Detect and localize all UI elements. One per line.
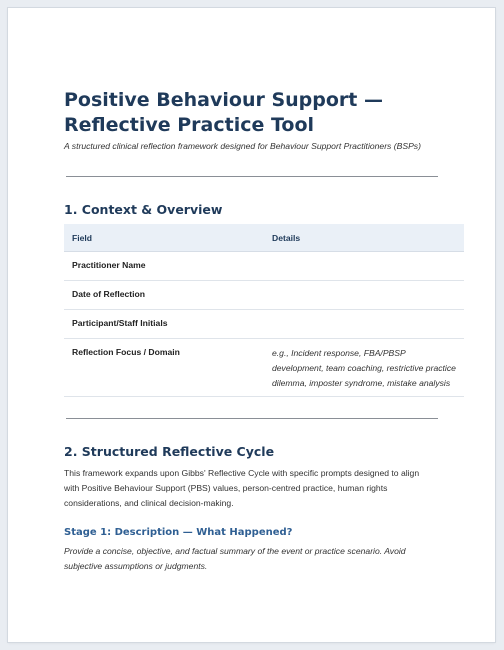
document-subtitle: A structured clinical reflection framework designed for Behaviour Support Practitioners (BSPs) bbox=[64, 141, 421, 151]
section-1-heading: 1. Context & Overview bbox=[64, 202, 223, 217]
stage-1-description: Provide a concise, objective, and factual summary of the event or practice scenario. Avoid subjective assumptions or judgments. bbox=[64, 546, 406, 571]
section-2-heading: 2. Structured Reflective Cycle bbox=[64, 444, 275, 459]
row-details-practitioner-name[interactable] bbox=[264, 252, 464, 281]
divider bbox=[66, 176, 438, 177]
row-field-reflection-focus: Reflection Focus / Domain bbox=[64, 339, 264, 397]
column-header-details: Details bbox=[264, 224, 464, 252]
row-field-participant-initials: Participant/Staff Initials bbox=[64, 310, 264, 339]
column-header-field: Field bbox=[64, 224, 264, 252]
row-field-practitioner-name: Practitioner Name bbox=[64, 252, 264, 281]
context-table bbox=[64, 224, 464, 397]
table-row bbox=[64, 281, 464, 310]
section-2-intro: This framework expands upon Gibbs' Reflective Cycle with specific prompts designed to align with Positive Behaviour Support (PBS) values, person-centred practice, human rights considerations, and clinical decision-making. bbox=[64, 468, 420, 508]
row-details-participant-initials[interactable] bbox=[264, 310, 464, 339]
stage-1-heading: Stage 1: Description — What Happened? bbox=[64, 527, 293, 538]
table-row bbox=[64, 339, 464, 397]
table-row bbox=[64, 310, 464, 339]
row-details-date-of-reflection[interactable] bbox=[264, 281, 464, 310]
row-field-date-of-reflection: Date of Reflection bbox=[64, 281, 264, 310]
divider bbox=[66, 418, 438, 419]
table-header-row bbox=[64, 224, 464, 252]
document-page bbox=[8, 8, 495, 642]
document-title: Positive Behaviour Support — Reflective Practice Tool bbox=[64, 89, 383, 136]
table-row bbox=[64, 252, 464, 281]
row-details-reflection-focus[interactable]: e.g., Incident response, FBA/PBSP development, team coaching, restrictive practice dilemma, imposter syndrome, mistake analysis bbox=[264, 339, 464, 397]
